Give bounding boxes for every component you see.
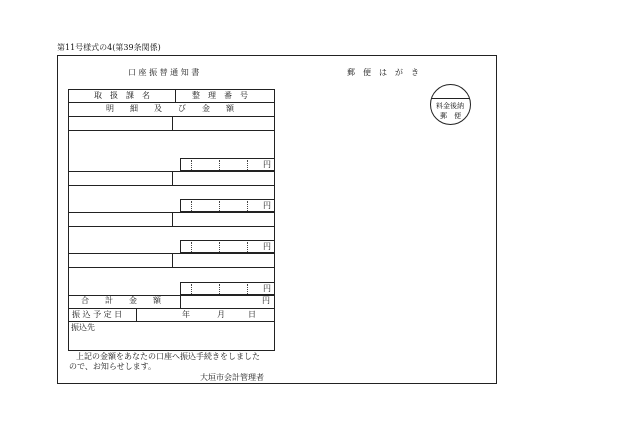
postcard-label: 郵 便 は が き bbox=[347, 68, 419, 77]
total-yen-unit: 円 bbox=[262, 296, 270, 305]
amount-cell-4 bbox=[180, 282, 275, 295]
yen-unit-2: 円 bbox=[263, 201, 271, 210]
transfer-date-label: 振 込 予 定 日 bbox=[72, 310, 123, 319]
notice-line-1: 上記の金額をあなたの口座へ振込手続きをしました bbox=[76, 352, 260, 361]
total-label: 合 計 金 額 bbox=[81, 296, 161, 305]
destination-label: 振込先 bbox=[71, 323, 95, 332]
dept-label: 取 扱 課 名 bbox=[94, 91, 150, 100]
date-day: 日 bbox=[248, 310, 256, 319]
yen-unit-4: 円 bbox=[263, 284, 271, 293]
yen-unit-3: 円 bbox=[263, 242, 271, 251]
notice-line-2: ので、お知らせします。 bbox=[69, 362, 156, 371]
form-number: 第11号様式の4(第39条関係) bbox=[57, 43, 161, 52]
issuer: 大垣市会計管理者 bbox=[200, 373, 264, 382]
amount-cell-1 bbox=[180, 158, 275, 171]
document-title: 口 座 振 替 通 知 書 bbox=[128, 68, 200, 77]
date-month: 月 bbox=[217, 310, 225, 319]
ref-number-label: 整 理 番 号 bbox=[192, 91, 248, 100]
yen-unit-1: 円 bbox=[263, 160, 271, 169]
stamp-line1: 料金後納 bbox=[436, 102, 464, 110]
amount-cell-3 bbox=[180, 240, 275, 253]
amount-cell-2 bbox=[180, 199, 275, 212]
stamp-line2: 郵 便 bbox=[440, 112, 461, 120]
postage-paid-stamp bbox=[430, 84, 471, 125]
details-table bbox=[68, 89, 275, 351]
details-label: 明 細 及 び 金 額 bbox=[106, 104, 234, 113]
date-year: 年 bbox=[182, 310, 190, 319]
